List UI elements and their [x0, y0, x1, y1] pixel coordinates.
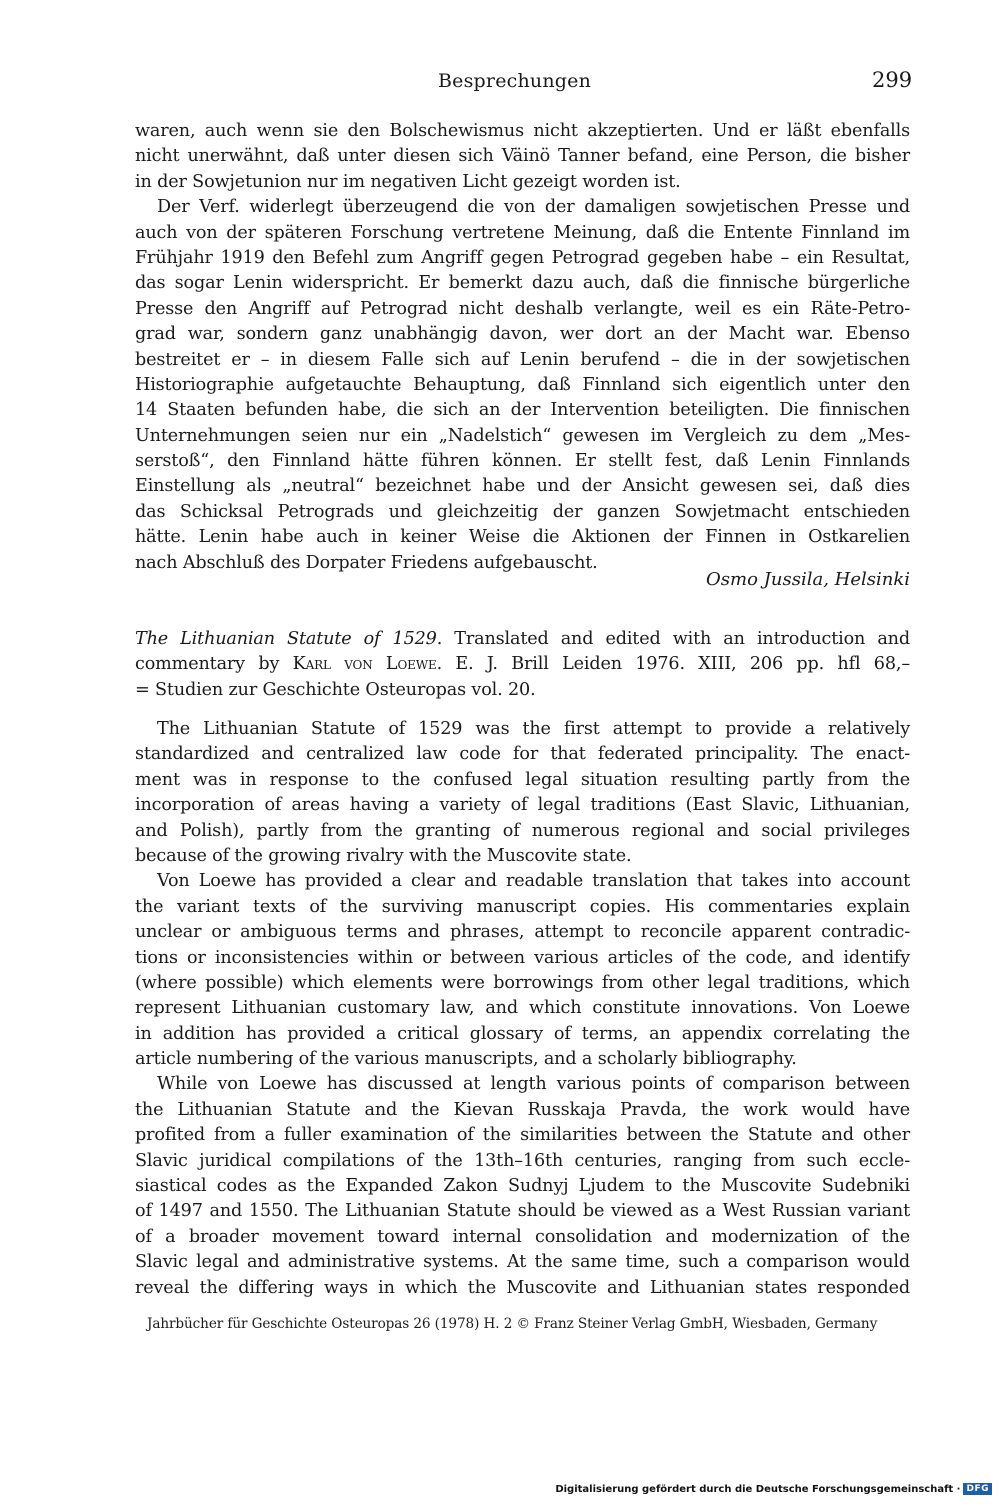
text-line: (where possible) which elements were borrowings from other legal traditions, which	[135, 972, 910, 993]
citation-text: commentary by	[135, 654, 293, 675]
review-continuation	[135, 119, 910, 576]
text-line: unclear or ambiguous terms and phrases, attempt to reconcile apparent contradic-	[135, 922, 910, 943]
text-line: Der Verf. widerlegt überzeugend die von der damaligen sowjetischen Presse und	[157, 197, 910, 218]
text-line: ment was in response to the confused legal situation resulting partly from the	[135, 769, 910, 790]
text-line: because of the growing rivalry with the Muscovite state.	[135, 845, 632, 866]
text-line: grad war, sondern ganz unabhängig davon, wer dort an der Macht war. Ebenso	[135, 324, 910, 345]
text-line: 14 Staaten befunden habe, die sich an der Intervention beteiligten. Die finnischen	[135, 400, 910, 421]
text-line: standardized and centralized law code for that federated principality. The enact-	[135, 744, 910, 765]
book-citation	[135, 627, 910, 703]
citation-line-1	[135, 627, 910, 652]
text-line: reveal the differing ways in which the Muscovite and Lithuanian states responded	[135, 1277, 910, 1298]
book-title: The Lithuanian Statute of 1529	[135, 629, 437, 649]
text-line: Presse den Angriff auf Petrograd nicht deshalb verlangte, weil es ein Räte-Petro-	[135, 298, 910, 319]
text-line: serstoß“, den Finnland hätte führen können. Er stellt fest, daß Lenin Finnlands	[135, 451, 910, 472]
reviewer-signature: Osmo Jussila, Helsinki	[706, 569, 910, 590]
text-line: The Lithuanian Statute of 1529 was the first attempt to provide a relatively	[157, 719, 910, 739]
text-line: and Polish), partly from the granting of numerous regional and social privileges	[135, 820, 910, 841]
text-line: nach Abschluß des Dorpater Friedens aufgebauscht.	[135, 552, 598, 573]
text-line: article numbering of the various manuscripts, and a scholarly bibliography.	[135, 1049, 797, 1070]
text-line: tions or inconsistencies within or between various articles of the code, and identify	[135, 947, 910, 968]
text-line: the variant texts of the surviving manuscript copies. His commentaries explain	[135, 896, 910, 917]
text-line: bestreitet er – in diesem Falle sich auf Lenin berufend – die in der sowjetischen	[135, 349, 910, 370]
text-line: nicht unerwähnt, daß unter diesen sich Väinö Tanner befand, eine Person, die bisher	[135, 146, 910, 167]
text-line: Einstellung als „neutral“ bezeichnet habe und der Ansicht gewesen sei, daß dies	[135, 476, 910, 497]
citation-text: . E. J. Brill Leiden 1976. XIII, 206 pp. hfl 68,–	[436, 654, 910, 675]
text-line: hätte. Lenin habe auch in keiner Weise die Aktionen der Finnen in Ostkarelien	[135, 527, 910, 548]
text-line: Slavic juridical compilations of the 13th–16th centuries, ranging from such eccle-	[135, 1150, 910, 1171]
text-line: in addition has provided a critical glossary of terms, an appendix correlating the	[135, 1023, 910, 1044]
citation-line-3: = Studien zur Geschichte Osteuropas vol. 20.	[135, 679, 536, 700]
running-title: Besprechungen	[438, 70, 592, 92]
book-author: Karl von Loewe	[292, 654, 437, 675]
page-number: 299	[872, 68, 913, 92]
text-line: Slavic legal and administrative systems. At the same time, such a comparison would	[135, 1252, 910, 1273]
text-line: profited from a fuller examination of the similarities between the Statute and other	[135, 1125, 910, 1146]
text-line: waren, auch wenn sie den Bolschewismus nicht akzeptierten. Und er läßt ebenfalls	[135, 121, 910, 141]
citation-text: . Translated and edited with an introduction and	[436, 629, 910, 649]
text-line: Frühjahr 1919 den Befehl zum Angriff gegen Petrograd gegeben habe – ein Resultat,	[135, 247, 910, 268]
text-line: Von Loewe has provided a clear and readable translation that takes into account	[157, 871, 910, 892]
text-line: Historiographie aufgetauchte Behauptung, daß Finnland sich eigentlich unter den	[135, 374, 910, 395]
review-body	[135, 717, 910, 1301]
digitization-credit	[555, 1483, 992, 1495]
text-line: of a broader movement toward internal consolidation and modernization of the	[135, 1226, 910, 1247]
text-line: While von Loewe has discussed at length various points of comparison between	[157, 1074, 910, 1095]
text-line: of 1497 and 1550. The Lithuanian Statute should be viewed as a West Russian variant	[135, 1201, 910, 1222]
text-line: in der Sowjetunion nur im negativen Licht gezeigt worden ist.	[135, 171, 681, 192]
text-line: auch von der späteren Forschung vertretene Meinung, daß die Entente Finnland im	[135, 222, 910, 243]
citation-line-2	[135, 652, 910, 677]
text-line: incorporation of areas having a variety of legal traditions (East Slavic, Lithuanian,	[135, 795, 910, 816]
text-line: das sogar Lenin widerspricht. Er bemerkt dazu auch, daß die finnische bürgerliche	[135, 273, 910, 294]
text-line: das Schicksal Petrograds und gleichzeitig der ganzen Sowjetmacht entschieden	[135, 501, 910, 522]
text-line: represent Lithuanian customary law, and which constitute innovations. Von Loewe	[135, 998, 910, 1019]
journal-footer: Jahrbücher für Geschichte Osteuropas 26 (1978) H. 2 © Franz Steiner Verlag GmbH, Wiesbaden, Germany	[147, 1316, 878, 1332]
text-line: the Lithuanian Statute and the Kievan Russkaja Pravda, the work would have	[135, 1099, 910, 1120]
text-line: Unternehmungen seien nur ein „Nadelstich“ gewesen im Vergleich zu dem „Mes-	[135, 425, 910, 446]
text-line: siastical codes as the Expanded Zakon Sudnyj Ljudem to the Muscovite Sudebniki	[135, 1176, 910, 1197]
dfg-logo: DFG	[963, 1483, 992, 1495]
digitization-text: Digitalisierung gefördert durch die Deutsche Forschungsgemeinschaft ·	[555, 1483, 961, 1495]
